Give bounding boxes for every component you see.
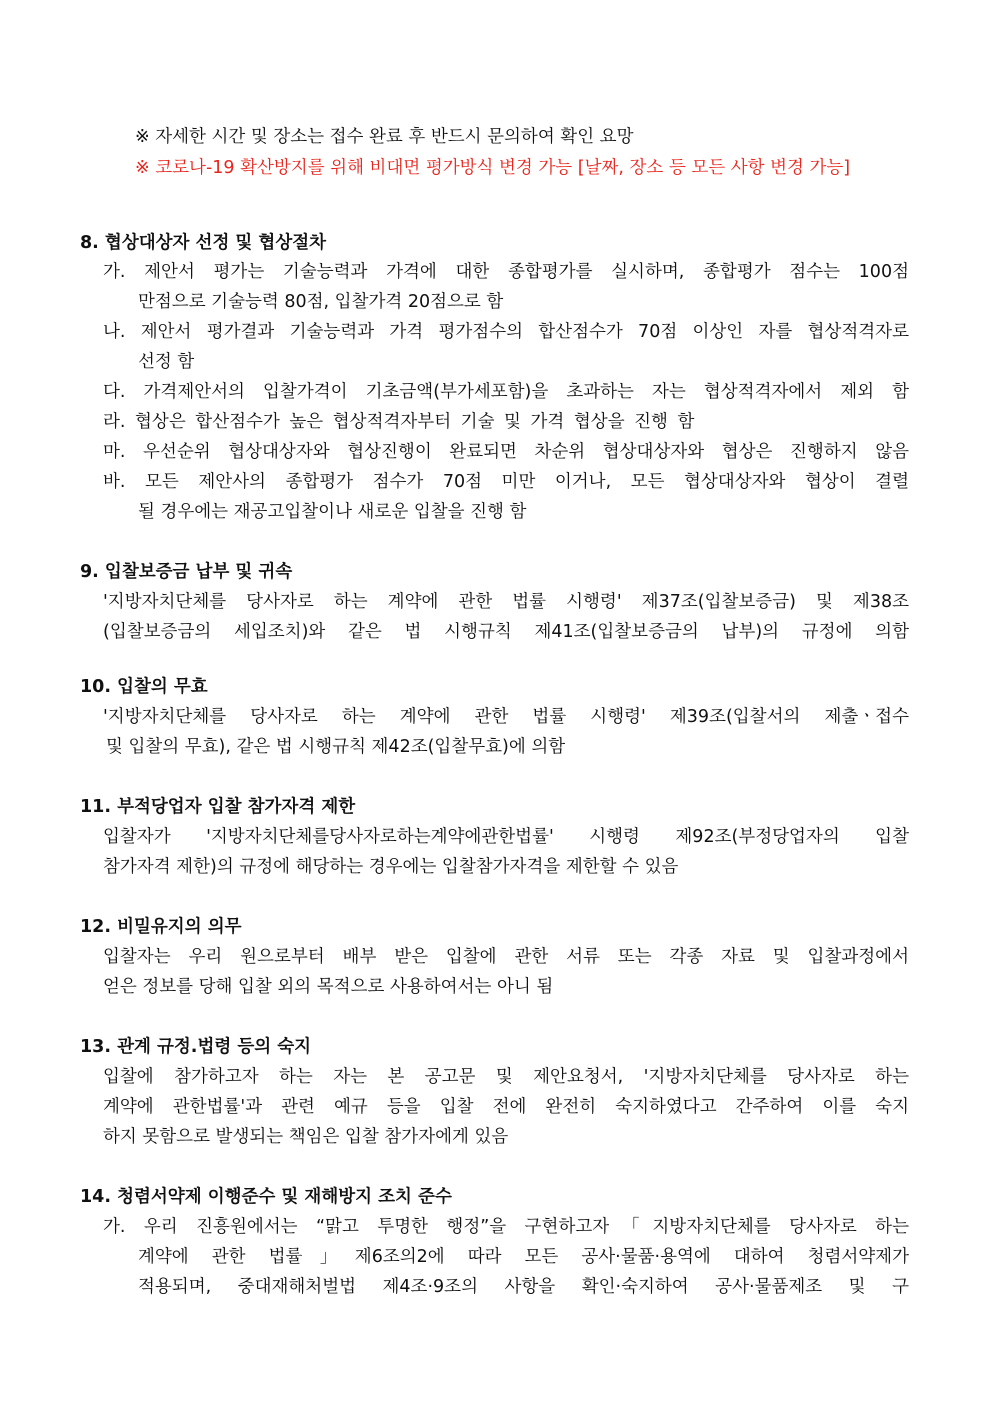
section-8-line-8: 바. 모든 제안사의 종합평가 점수가 70점 미만 이거나, 모든 협상대상자와 협상이 결렬: [103, 472, 909, 492]
section-11-title: 11. 부적당업자 입찰 참가자격 제한: [80, 797, 356, 817]
section-9-line-1: '지방자치단체를 당사자로 하는 계약에 관한 법률 시행령' 제37조(입찰보증금) 및 제38조: [103, 592, 909, 612]
section-8-line-2: 만점으로 기술능력 80점, 입찰가격 20점으로 함: [138, 292, 504, 312]
section-14-title: 14. 청렴서약제 이행준수 및 재해방지 조치 준수: [80, 1187, 452, 1207]
section-13-line-1: 입찰에 참가하고자 하는 자는 본 공고문 및 제안요청서, '지방자치단체를 당사자로 하는: [103, 1067, 909, 1087]
section-12-title: 12. 비밀유지의 의무: [80, 917, 242, 937]
section-13-line-3: 하지 못함으로 발생되는 책임은 입찰 참가자에게 있음: [103, 1127, 509, 1147]
section-8-line-1: 가. 제안서 평가는 기술능력과 가격에 대한 종합평가를 실시하며, 종합평가 점수는 100점: [103, 262, 909, 282]
section-13-line-2: 계약에 관한법률'과 관련 예규 등을 입찰 전에 완전히 숙지하였다고 간주하여 이를 숙지: [103, 1097, 909, 1117]
note-covid-notice: ※ 코로나-19 확산방지를 위해 비대면 평가방식 변경 가능 [날짜, 장소 등 모든 사항 변경 가능]: [135, 158, 851, 178]
section-9-title: 9. 입찰보증금 납부 및 귀속: [80, 562, 293, 582]
section-12-line-1: 입찰자는 우리 원으로부터 배부 받은 입찰에 관한 서류 또는 각종 자료 및 입찰과정에서: [103, 947, 909, 967]
section-14-line-2: 계약에 관한 법률」제6조의2에 따라 모든 공사·물품·용역에 대하여 청렴서약제가: [138, 1247, 909, 1267]
section-8-line-7: 마. 우선순위 협상대상자와 협상진행이 완료되면 차순위 협상대상자와 협상은 진행하지 않음: [103, 442, 909, 462]
section-10-title: 10. 입찰의 무효: [80, 677, 208, 697]
section-9-line-2: (입찰보증금의 세입조치)와 같은 법 시행규칙 제41조(입찰보증금의 납부)의 규정에 의함: [103, 622, 909, 642]
section-10-line-2: 및 입찰의 무효), 같은 법 시행규칙 제42조(입찰무효)에 의함: [106, 737, 566, 757]
section-8-line-5: 다. 가격제안서의 입찰가격이 기초금액(부가세포함)을 초과하는 자는 협상적격자에서 제외 함: [103, 382, 909, 402]
section-11-line-1: 입찰자가 '지방자치단체를당사자로하는계약에관한법률' 시행령 제92조(부정당업자의 입찰: [103, 827, 909, 847]
section-8-line-6: 라. 협상은 합산점수가 높은 협상적격자부터 기술 및 가격 협상을 진행 함: [103, 412, 695, 432]
section-14-line-1: 가. 우리 진흥원에서는 “맑고 투명한 행정”을 구현하고자「지방자치단체를 당사자로 하는: [103, 1217, 909, 1237]
section-10-line-1: '지방자치단체를 당사자로 하는 계약에 관한 법률 시행령' 제39조(입찰서의 제출ㆍ접수: [103, 707, 909, 727]
section-8-line-3: 나. 제안서 평가결과 기술능력과 가격 평가점수의 합산점수가 70점 이상인 자를 협상적격자로: [103, 322, 909, 342]
note-timing: ※ 자세한 시간 및 장소는 접수 완료 후 반드시 문의하여 확인 요망: [135, 127, 634, 147]
section-11-line-2: 참가자격 제한)의 규정에 해당하는 경우에는 입찰참가자격을 제한할 수 있음: [103, 857, 679, 877]
section-13-title: 13. 관계 규정.법령 등의 숙지: [80, 1037, 312, 1057]
section-8-line-9: 될 경우에는 재공고입찰이나 새로운 입찰을 진행 함: [138, 502, 527, 522]
section-14-line-3: 적용되며, 중대재해처벌법 제4조·9조의 사항을 확인·숙지하여 공사·물품제조 및 구: [138, 1277, 909, 1297]
section-8-line-4: 선정 함: [138, 352, 195, 372]
section-12-line-2: 얻은 정보를 당해 입찰 외의 목적으로 사용하여서는 아니 됨: [103, 977, 554, 997]
section-8-title: 8. 협상대상자 선정 및 협상절차: [80, 233, 327, 253]
